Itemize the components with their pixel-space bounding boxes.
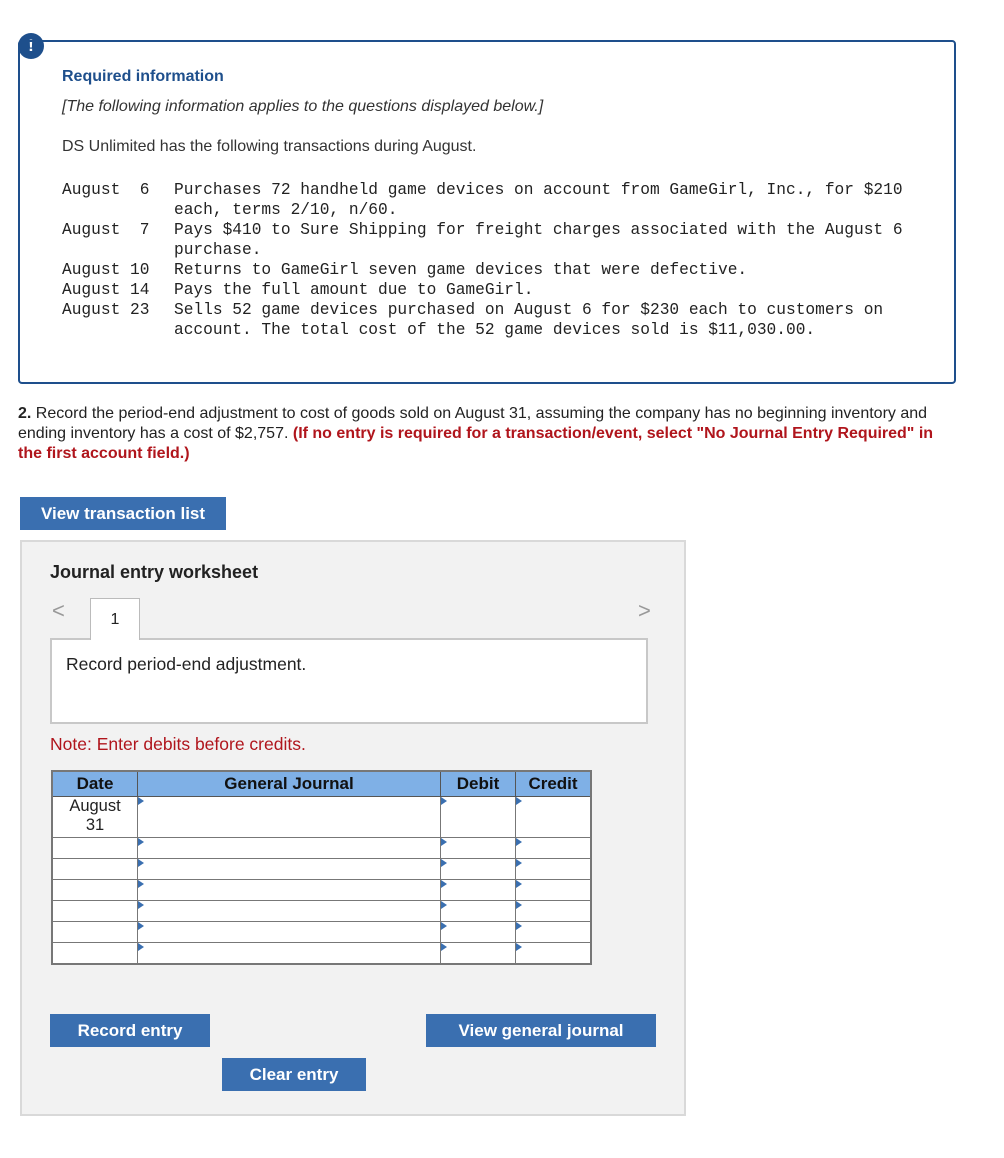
- transaction-date: August 7: [62, 221, 150, 239]
- credit-field[interactable]: [516, 859, 592, 880]
- dropdown-marker-icon: [516, 901, 522, 909]
- table-row: [52, 859, 591, 880]
- table-row: [52, 943, 591, 965]
- credit-column-header: Credit: [516, 771, 592, 797]
- debit-field[interactable]: [441, 838, 516, 859]
- dropdown-marker-icon: [516, 859, 522, 867]
- date-cell[interactable]: [52, 797, 138, 838]
- dropdown-marker-icon: [138, 838, 144, 846]
- journal-table: [51, 770, 592, 965]
- journal-entry-worksheet: [20, 540, 686, 1116]
- required-information-box: [18, 40, 956, 384]
- question-instruction: (If no entry is required for a transaction/event, select "No Journal Entry Required" in the first account field.): [18, 425, 934, 462]
- transaction-date: August 6: [62, 181, 150, 199]
- dropdown-marker-icon: [138, 922, 144, 930]
- debit-field[interactable]: [441, 922, 516, 943]
- transaction-row: [62, 220, 904, 260]
- table-row: [52, 838, 591, 859]
- dropdown-marker-icon: [138, 901, 144, 909]
- debit-field[interactable]: [441, 880, 516, 901]
- question-body: Record the period-end adjustment to cost of goods sold on August 31, assuming the company has no beginning inventory and ending inventory has a cost of $2,757.: [18, 405, 928, 442]
- dropdown-marker-icon: [516, 838, 522, 846]
- dropdown-marker-icon: [516, 922, 522, 930]
- view-general-journal-button[interactable]: View general journal: [426, 1014, 656, 1047]
- dropdown-marker-icon: [441, 880, 447, 888]
- date-cell[interactable]: [52, 880, 138, 901]
- transaction-date: August 14: [62, 281, 150, 299]
- record-entry-button[interactable]: Record entry: [50, 1014, 210, 1047]
- transaction-text: Pays the full amount due to GameGirl.: [174, 281, 534, 299]
- transaction-text: Sells 52 game devices purchased on August 6 for $230 each to customers on account. The total cost of the 52 game devices sold is $11,030.00.: [174, 301, 884, 339]
- table-row: [52, 880, 591, 901]
- dropdown-marker-icon: [138, 880, 144, 888]
- entry-description: Record period-end adjustment.: [50, 638, 648, 724]
- transaction-date: August 10: [62, 261, 150, 279]
- clear-entry-button[interactable]: Clear entry: [222, 1058, 366, 1091]
- date-day: 31: [85, 816, 105, 834]
- previous-arrow-icon[interactable]: <: [52, 598, 65, 623]
- date-cell[interactable]: [52, 901, 138, 922]
- date-cell[interactable]: [52, 943, 138, 965]
- credit-field[interactable]: [516, 901, 592, 922]
- dropdown-marker-icon: [441, 797, 447, 805]
- date-cell[interactable]: [52, 838, 138, 859]
- dropdown-marker-icon: [441, 859, 447, 867]
- info-note: [The following information applies to the questions displayed below.]: [62, 98, 544, 115]
- transaction-text: Returns to GameGirl seven game devices that were defective.: [174, 261, 748, 279]
- dropdown-marker-icon: [138, 797, 144, 805]
- alert-icon: !: [18, 33, 44, 59]
- debit-field[interactable]: [441, 797, 516, 838]
- transaction-row: [62, 300, 904, 340]
- worksheet-title: Journal entry worksheet: [50, 562, 259, 582]
- credit-field[interactable]: [516, 838, 592, 859]
- debit-field[interactable]: [441, 901, 516, 922]
- transaction-text: Pays $410 to Sure Shipping for freight charges associated with the August 6 purchase.: [174, 221, 903, 259]
- credit-field[interactable]: [516, 943, 592, 965]
- account-field[interactable]: [138, 838, 441, 859]
- credit-field[interactable]: [516, 922, 592, 943]
- view-transaction-list-button[interactable]: View transaction list: [20, 497, 226, 530]
- dropdown-marker-icon: [138, 859, 144, 867]
- dropdown-marker-icon: [441, 922, 447, 930]
- dropdown-marker-icon: [516, 943, 522, 951]
- account-field[interactable]: [138, 797, 441, 838]
- question-text: [18, 404, 938, 464]
- account-field[interactable]: [138, 943, 441, 965]
- general-journal-column-header: General Journal: [138, 771, 441, 797]
- date-column-header: Date: [52, 771, 138, 797]
- credit-field[interactable]: [516, 880, 592, 901]
- transaction-date: August 23: [62, 301, 150, 319]
- dropdown-marker-icon: [441, 901, 447, 909]
- date-cell[interactable]: [52, 859, 138, 880]
- table-row: [52, 922, 591, 943]
- tab-entry-1[interactable]: 1: [90, 598, 140, 640]
- dropdown-marker-icon: [441, 943, 447, 951]
- account-field[interactable]: [138, 880, 441, 901]
- credit-field[interactable]: [516, 797, 592, 838]
- dropdown-marker-icon: [516, 880, 522, 888]
- dropdown-marker-icon: [441, 838, 447, 846]
- account-field[interactable]: [138, 901, 441, 922]
- account-field[interactable]: [138, 859, 441, 880]
- table-row: [52, 901, 591, 922]
- debit-column-header: Debit: [441, 771, 516, 797]
- info-title: Required information: [62, 68, 224, 85]
- account-field[interactable]: [138, 922, 441, 943]
- transaction-row: [62, 280, 904, 300]
- dropdown-marker-icon: [516, 797, 522, 805]
- date-month: August: [69, 797, 121, 815]
- transaction-text: Purchases 72 handheld game devices on account from GameGirl, Inc., for $210 each, terms 2/10, n/60.: [174, 181, 903, 219]
- transaction-list: [62, 180, 904, 340]
- debit-field[interactable]: [441, 943, 516, 965]
- next-arrow-icon[interactable]: >: [638, 598, 651, 623]
- dropdown-marker-icon: [138, 943, 144, 951]
- debit-field[interactable]: [441, 859, 516, 880]
- info-intro: DS Unlimited has the following transactions during August.: [62, 138, 477, 155]
- table-row: [52, 797, 591, 838]
- transaction-row: [62, 180, 904, 220]
- date-cell[interactable]: [52, 922, 138, 943]
- question-number: 2.: [18, 405, 32, 422]
- transaction-row: [62, 260, 904, 280]
- debits-note: Note: Enter debits before credits.: [50, 734, 306, 754]
